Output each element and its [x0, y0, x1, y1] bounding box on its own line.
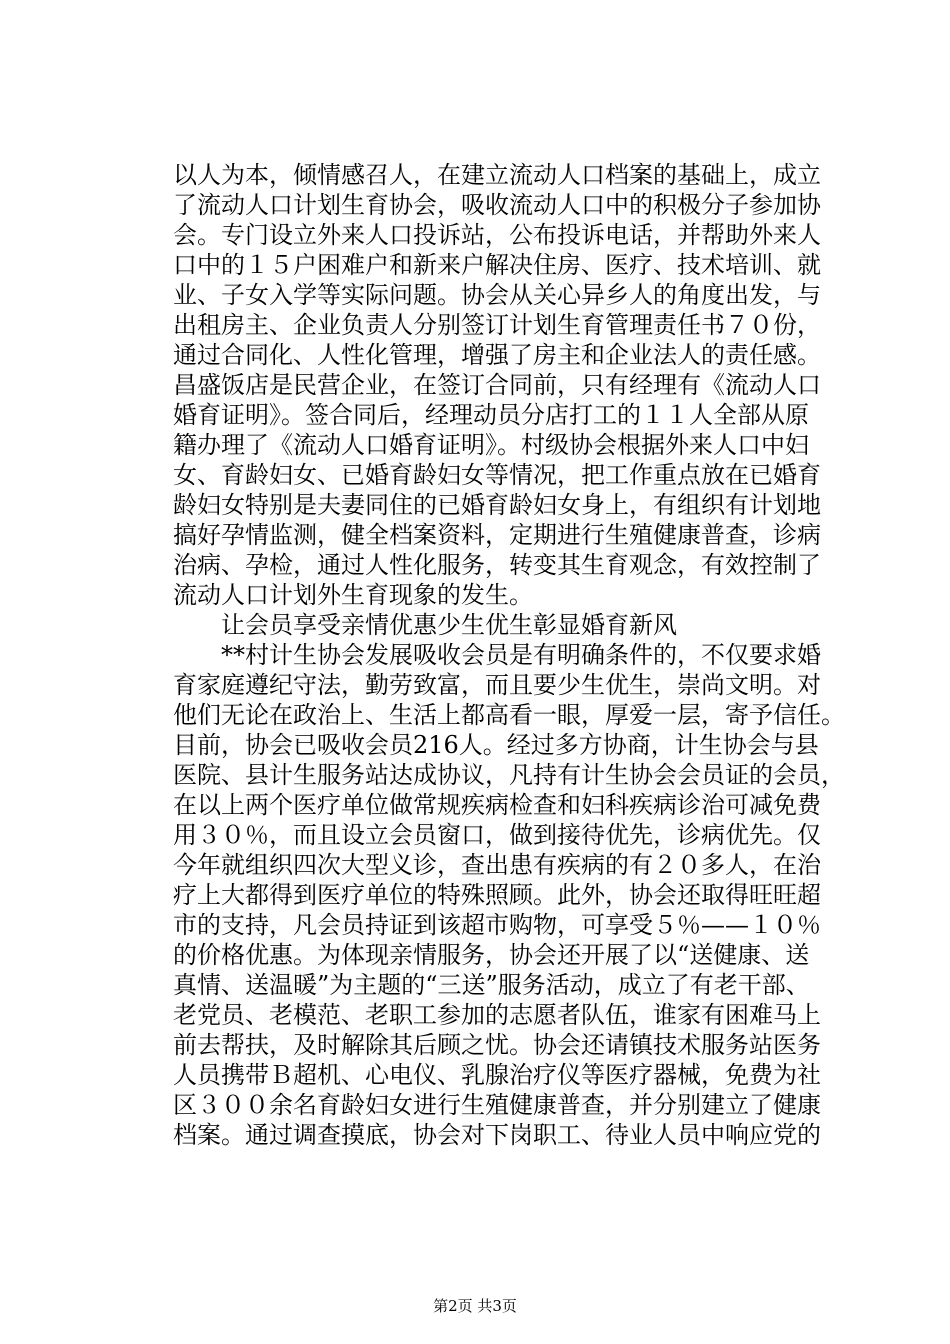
- paragraph-line: **村计生协会发展吸收会员是有明确条件的，不仅要求婚: [221, 641, 821, 669]
- document-body: [173, 160, 845, 1150]
- paragraph-line: 业、子女入学等实际问题。协会从关心异乡人的角度出发，与: [173, 281, 821, 309]
- paragraph-line: 用３０％，而且设立会员窗口，做到接待优先，诊病优先。仅: [173, 821, 821, 849]
- paragraph-line: 目前，协会已吸收会员216人。经过多方协商，计生协会与县: [173, 731, 819, 759]
- page-number-footer: 第2页 共3页: [433, 1297, 517, 1315]
- paragraph-line: 女、育龄妇女、已婚育龄妇女等情况，把工作重点放在已婚育: [173, 461, 821, 489]
- paragraph-line: 市的支持，凡会员持证到该超市购物，可享受５％——１０％: [173, 911, 821, 939]
- paragraph-line: 人员携带Ｂ超机、心电仪、乳腺治疗仪等医疗器械，免费为社: [173, 1061, 821, 1089]
- paragraph-line: 在以上两个医疗单位做常规疾病检查和妇科疾病诊治可减免费: [173, 791, 821, 819]
- paragraph-line: 的价格优惠。为体现亲情服务，协会还开展了以“送健康、送: [173, 941, 810, 969]
- paragraph-line: 会。专门设立外来人口投诉站，公布投诉电话，并帮助外来人: [173, 221, 821, 249]
- paragraph-line: 籍办理了《流动人口婚育证明》。村级协会根据外来人口中妇: [173, 431, 809, 459]
- paragraph-line: 昌盛饭店是民营企业，在签订合同前，只有经理有《流动人口: [173, 371, 821, 399]
- paragraph-line: 育家庭遵纪守法，勤劳致富，而且要少生优生，崇尚文明。对: [173, 671, 821, 699]
- paragraph-line: 区３００余名育龄妇女进行生殖健康普查，并分别建立了健康: [173, 1091, 821, 1119]
- paragraph-line: 真情、送温暖”为主题的“三送”服务活动，成立了有老干部、: [173, 971, 810, 999]
- paragraph-line: 了流动人口计划生育协会，吸收流动人口中的积极分子参加协: [173, 191, 821, 219]
- section-heading: 让会员享受亲情优惠少生优生彰显婚育新风: [221, 611, 677, 639]
- paragraph-line: 前去帮扶，及时解除其后顾之忧。协会还请镇技术服务站医务: [173, 1031, 821, 1059]
- paragraph-line: 出租房主、企业负责人分别签订计划生育管理责任书７０份，: [173, 311, 821, 339]
- paragraph-line: 口中的１５户困难户和新来户解决住房、医疗、技术培训、就: [173, 251, 821, 279]
- paragraph-line: 档案。通过调查摸底，协会对下岗职工、待业人员中响应党的: [173, 1121, 821, 1149]
- paragraph-line: 他们无论在政治上、生活上都高看一眼，厚爱一层，寄予信任。: [173, 701, 845, 729]
- paragraph-line: 治病、孕检，通过人性化服务，转变其生育观念，有效控制了: [173, 551, 821, 579]
- paragraph-line: 医院、县计生服务站达成协议，凡持有计生协会会员证的会员，: [173, 761, 845, 789]
- paragraph-line: 搞好孕情监测，健全档案资料，定期进行生殖健康普查，诊病: [173, 521, 821, 549]
- paragraph-line: 龄妇女特别是夫妻同住的已婚育龄妇女身上，有组织有计划地: [173, 491, 821, 519]
- paragraph-line: 婚育证明》。签合同后，经理动员分店打工的１１人全部从原: [173, 401, 809, 429]
- paragraph-line: 今年就组织四次大型义诊，查出患有疾病的有２０多人，在治: [173, 851, 821, 879]
- paragraph-line: 疗上大都得到医疗单位的特殊照顾。此外，协会还取得旺旺超: [173, 881, 821, 909]
- paragraph-line: 流动人口计划外生育现象的发生。: [173, 581, 533, 609]
- paragraph-line: 以人为本，倾情感召人，在建立流动人口档案的基础上，成立: [173, 161, 821, 189]
- paragraph-line: 老党员、老模范、老职工参加的志愿者队伍，谁家有困难马上: [173, 1001, 821, 1029]
- paragraph-line: 通过合同化、人性化管理，增强了房主和企业法人的责任感。: [173, 341, 821, 369]
